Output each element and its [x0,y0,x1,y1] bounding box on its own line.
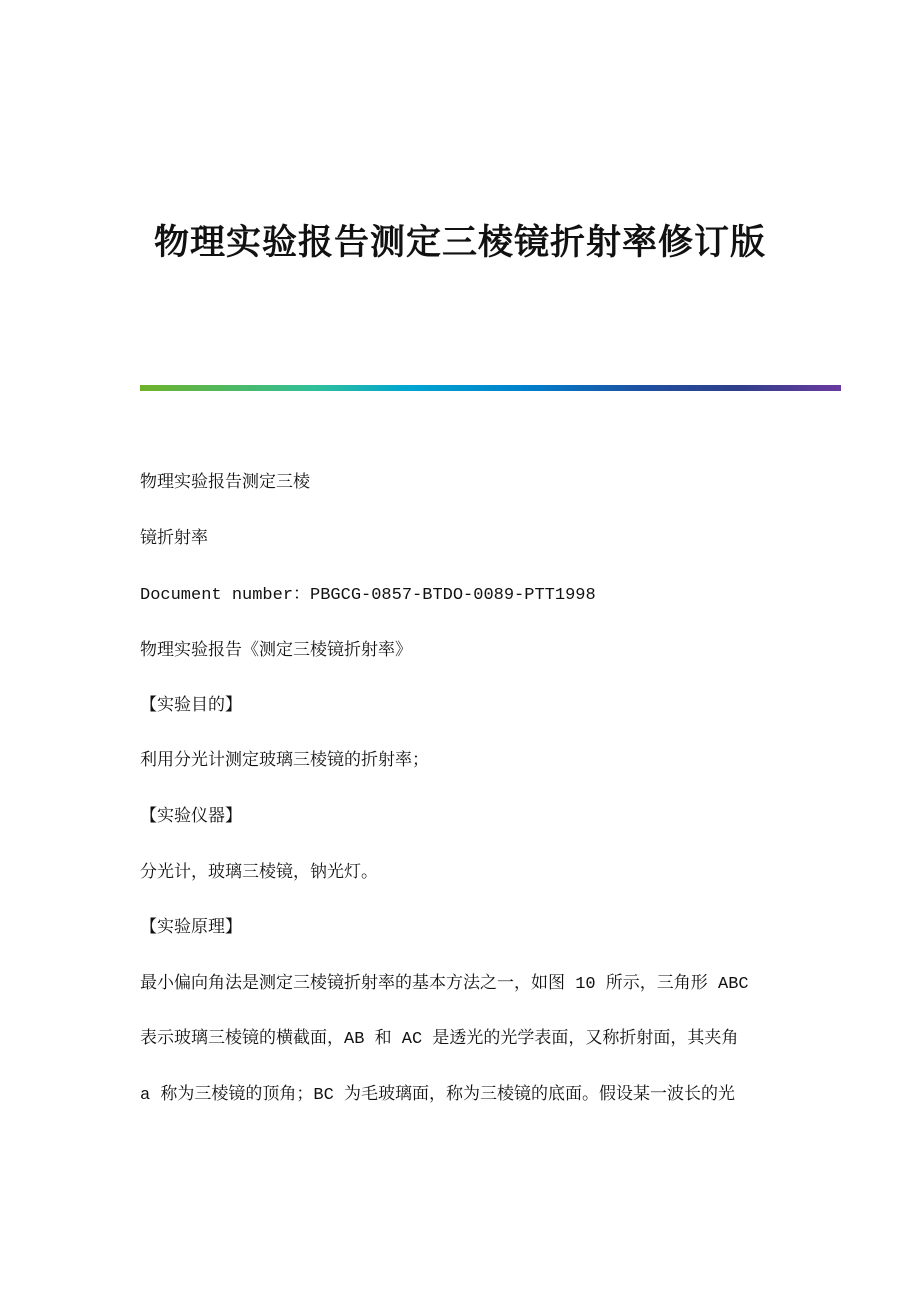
document-number: Document number：PBGCG-0857-BTDO-0089-PTT1998 [140,586,596,605]
text-line: a 称为三棱镜的顶角；BC 为毛玻璃面，称为三棱镜的底面。假设某一波长的光 [140,1086,736,1105]
document-title: 物理实验报告测定三棱镜折射率修订版 [153,223,766,263]
section-heading-principle: 【实验原理】 [140,919,242,938]
text-line: 利用分光计测定玻璃三棱镜的折射率； [140,752,429,771]
text-line: 最小偏向角法是测定三棱镜折射率的基本方法之一，如图 10 所示，三角形 ABC [140,975,749,994]
gradient-divider [140,385,841,391]
text-line: 镜折射率 [140,530,208,549]
text-line: 物理实验报告《测定三棱镜折射率》 [140,642,412,661]
text-line: 分光计，玻璃三棱镜，钠光灯。 [140,864,378,883]
text-line: 表示玻璃三棱镜的横截面，AB 和 AC 是透光的光学表面，又称折射面，其夹角 [140,1030,739,1049]
section-heading-equipment: 【实验仪器】 [140,808,242,827]
text-line: 物理实验报告测定三棱 [140,474,310,493]
section-heading-purpose: 【实验目的】 [140,697,242,716]
